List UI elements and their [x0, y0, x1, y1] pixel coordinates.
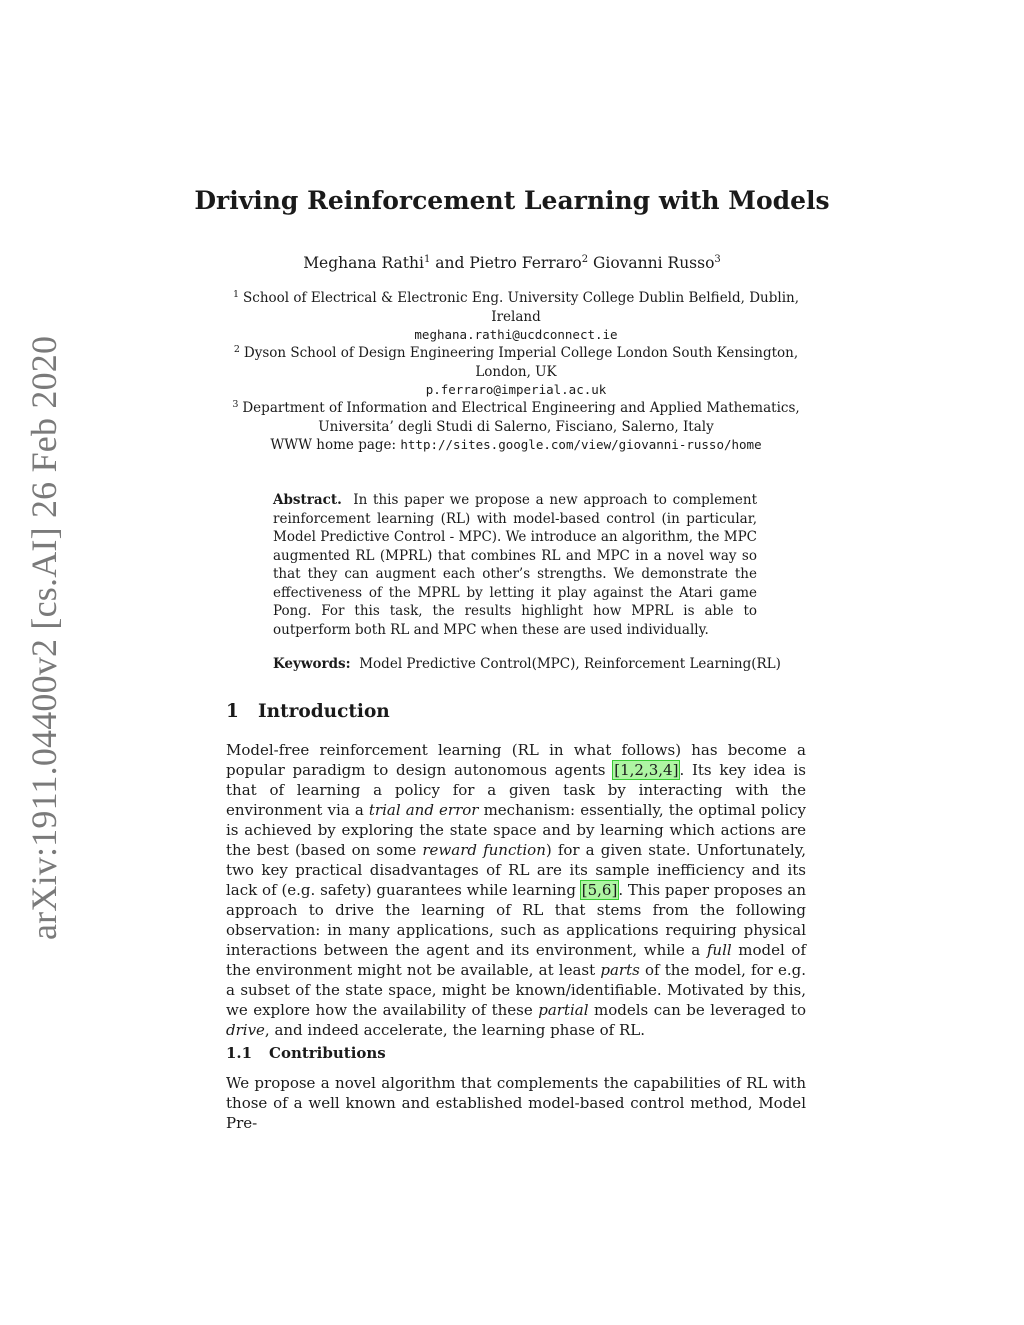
affiliation-number: 1: [232, 288, 240, 300]
author-name: Pietro Ferraro: [469, 254, 582, 272]
emphasis: parts: [600, 961, 640, 979]
author-name: Giovanni Russo: [593, 254, 715, 272]
author-joiner: and: [430, 254, 470, 272]
emphasis: partial: [538, 1001, 589, 1019]
emphasis: drive: [226, 1021, 265, 1039]
affiliation-line: Ireland: [491, 308, 541, 325]
affiliation-line: Dyson School of Design Engineering Imperial College London South Kensington,: [243, 345, 799, 361]
affiliation-3: [226, 399, 806, 455]
homepage-link[interactable]: http://sites.google.com/view/giovanni-russo/home: [400, 437, 762, 452]
affiliation-line: School of Electrical & Electronic Eng. University College Dublin Belfield, Dublin,: [243, 290, 800, 306]
citation-link[interactable]: [1,2,3,4]: [614, 761, 679, 779]
subsection-number: 1.1: [226, 1044, 253, 1062]
abstract-label: Abstract.: [273, 492, 342, 508]
text-run: . Its key idea is that of learning a policy for a given task by interacting with the environment via a: [226, 761, 806, 819]
emphasis: full: [706, 941, 732, 959]
text-run: mechanism: essentially, the optimal policy is achieved by exploring the state space and by learning which actions are the best (based on some: [226, 801, 806, 859]
emphasis: reward function: [422, 841, 546, 859]
arxiv-identifier[interactable]: arXiv:1911.04400v2 [cs.AI] 26 Feb 2020: [24, 335, 64, 940]
citation-link[interactable]: [5,6]: [581, 881, 618, 899]
author-affil-mark: 2: [581, 253, 589, 265]
keywords-text: Model Predictive Control(MPC), Reinforcement Learning(RL): [359, 656, 781, 672]
section-number: 1: [226, 701, 239, 722]
affiliation-2: [226, 344, 806, 400]
section-title: Introduction: [258, 701, 390, 722]
author-name: Meghana Rathi: [303, 254, 424, 272]
text-run: models can be leveraged to: [588, 1001, 806, 1019]
text-run: of the model, for e.g. a subset of the state space, might be known/identifiable. Motivated by this, we explore how the availability of these: [226, 961, 807, 1019]
author-affil-mark: 3: [714, 253, 721, 265]
intro-paragraph: [226, 740, 806, 1040]
section-heading: [226, 701, 390, 722]
affiliation-number: 2: [233, 343, 240, 355]
affiliation-1: [226, 289, 806, 345]
author-email[interactable]: meghana.rathi@ucdconnect.ie: [414, 327, 618, 342]
keywords-label: Keywords:: [273, 656, 351, 672]
affiliation-line: Department of Information and Electrical Engineering and Applied Mathematics,: [242, 400, 800, 416]
subsection-heading: [226, 1044, 386, 1062]
affiliation-line: Universita’ degli Studi di Salerno, Fisciano, Salerno, Italy: [318, 418, 714, 435]
subsection-title: Contributions: [269, 1044, 386, 1062]
emphasis: trial and error: [368, 801, 479, 819]
text-run: model of the environment might not be available, at least: [226, 941, 806, 979]
text-run: ) for a given state. Unfortunately, two key practical disadvantages of RL are its sample inefficiency and its lack of (e.g. safety) guarantees while learning: [226, 841, 806, 899]
text-run: Model-free reinforcement learning (RL in what follows) has become a popular paradigm to design autonomous agents: [226, 741, 806, 779]
paper-title: Driving Reinforcement Learning with Models: [194, 186, 830, 215]
author-list: [0, 254, 1024, 272]
author-email[interactable]: p.ferraro@imperial.ac.uk: [425, 382, 607, 397]
contributions-paragraph: We propose a novel algorithm that complements the capabilities of RL with those of a well known and established model-based control method, Model Pre-: [226, 1074, 806, 1132]
affiliation-line: London, UK: [475, 363, 557, 380]
abstract: [273, 491, 757, 639]
author-affil-mark: 1: [423, 253, 431, 265]
affiliation-number: 3: [232, 398, 239, 410]
homepage-label: WWW home page:: [270, 437, 401, 453]
keywords: [273, 655, 793, 674]
abstract-text: In this paper we propose a new approach to complement reinforcement learning (RL) with model-based control (in particular, Model Predictive Control - MPC). We introduce an algorithm, the MPC augmented RL (MPRL) that combines RL and MPC in a novel way so that they can augment each other’s strengths. We demonstrate the effectiveness of the MPRL by letting it play against the Atari game Pong. For this task, the results highlight how MPRL is able to outperform both RL and MPC when these are used individually.: [273, 492, 757, 638]
text-run: . This paper proposes an approach to drive the learning of RL that stems from the following observation: in many applications, such as applications requiring physical interactions between the agent and its environment, while a: [226, 881, 807, 959]
text-run: , and indeed accelerate, the learning phase of RL.: [264, 1021, 645, 1039]
